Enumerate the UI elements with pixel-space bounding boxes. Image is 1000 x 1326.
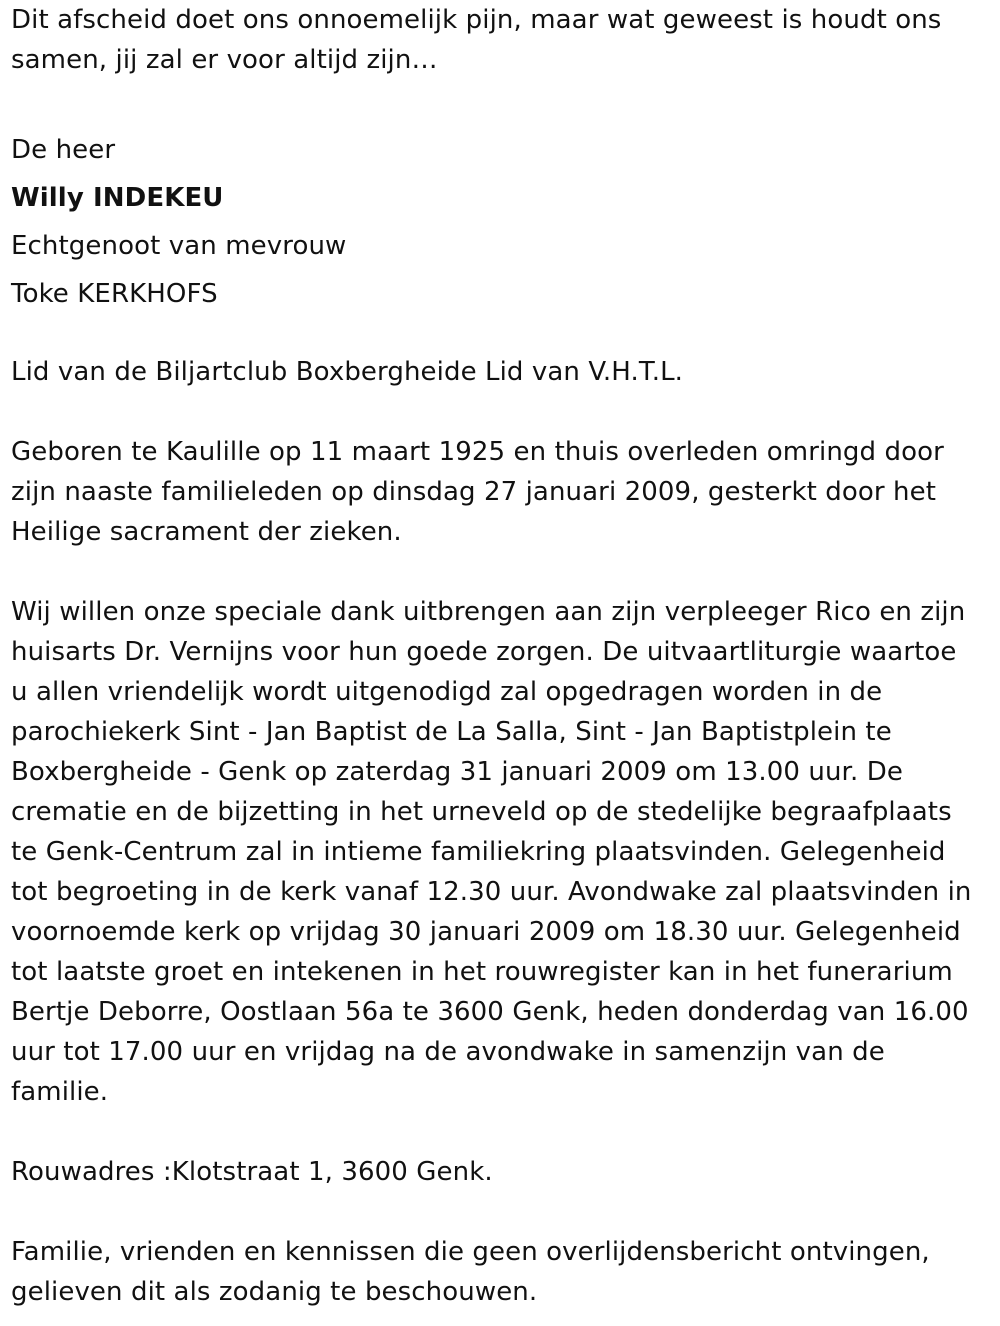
service-line: Boxbergheide - Genk op zaterdag 31 januari 2009 om 13.00 uur. De — [11, 757, 903, 787]
service-line: familie. — [11, 1077, 109, 1107]
membership-text: Lid van de Biljartclub Boxbergheide Lid van V.H.T.L. — [11, 357, 684, 387]
spacer — [11, 1192, 991, 1232]
spacer — [11, 552, 991, 592]
birth-death-line: Heilige sacrament der zieken. — [11, 517, 402, 547]
service-line: voornoemde kerk op vrijdag 30 januari 2009 om 18.30 uur. Gelegenheid — [11, 917, 961, 947]
service-line: crematie en de bijzetting in het urneveld op de stedelijke begraafplaats — [11, 797, 952, 827]
service-line: te Genk-Centrum zal in intieme familiekring plaatsvinden. Gelegenheid — [11, 837, 946, 867]
membership-line — [11, 352, 991, 392]
relation-label: Echtgenoot van mevrouw — [11, 231, 347, 261]
service-line: parochiekerk Sint - Jan Baptist de La Salla, Sint - Jan Baptistplein te — [11, 717, 892, 747]
address-text: Rouwadres :Klotstraat 1, 3600 Genk. — [11, 1157, 493, 1187]
spouse-name: Toke KERKHOFS — [11, 279, 218, 309]
service-line: u allen vriendelijk wordt uitgenodigd zal opgedragen worden in de — [11, 677, 883, 707]
spacer — [11, 318, 991, 352]
spacer — [11, 1112, 991, 1152]
closing-line: Familie, vrienden en kennissen die geen overlijdensbericht ontvingen, — [11, 1237, 930, 1267]
obituary-document — [11, 0, 991, 1312]
closing-line: gelieven dit als zodanig te beschouwen. — [11, 1277, 538, 1307]
service-line: Bertje Deborre, Oostlaan 56a te 3600 Genk, heden donderdag van 16.00 — [11, 997, 969, 1027]
service-line: tot begroeting in de kerk vanaf 12.30 uur. Avondwake zal plaatsvinden in — [11, 877, 972, 907]
intro-line: Dit afscheid doet ons onnoemelijk pijn, maar wat geweest is houdt ons — [11, 5, 942, 35]
spacer — [11, 80, 991, 126]
spacer — [11, 392, 991, 432]
service-paragraph — [11, 592, 991, 1112]
closing-paragraph — [11, 1232, 991, 1312]
service-line: tot laatste groet en intekenen in het rouwregister kan in het funerarium — [11, 957, 953, 987]
address-line — [11, 1152, 991, 1192]
intro-paragraph — [11, 0, 991, 80]
service-line: Wij willen onze speciale dank uitbrengen aan zijn verpleeger Rico en zijn — [11, 597, 966, 627]
intro-line: samen, jij zal er voor altijd zijn… — [11, 45, 438, 75]
service-line: huisarts Dr. Vernijns voor hun goede zorgen. De uitvaartliturgie waartoe — [11, 637, 957, 667]
birth-death-line: zijn naaste familieleden op dinsdag 27 januari 2009, gesterkt door het — [11, 477, 937, 507]
birth-death-line: Geboren te Kaulille op 11 maart 1925 en thuis overleden omringd door — [11, 437, 944, 467]
service-line: uur tot 17.00 uur en vrijdag na de avondwake in samenzijn van de — [11, 1037, 885, 1067]
birth-death-paragraph — [11, 432, 991, 552]
salutation: De heer — [11, 135, 116, 165]
deceased-name: Willy INDEKEU — [11, 183, 224, 213]
